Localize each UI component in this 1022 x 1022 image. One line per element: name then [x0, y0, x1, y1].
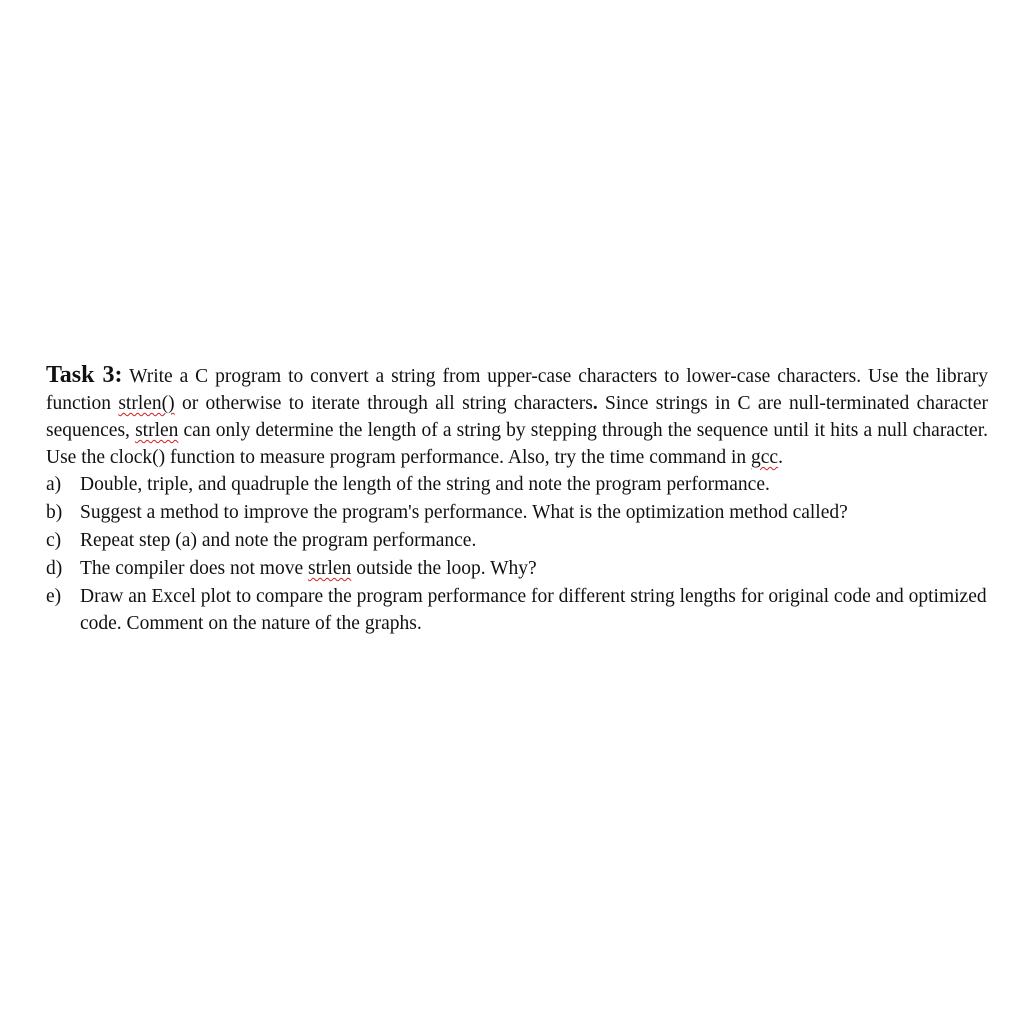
intro-end: .	[778, 447, 783, 468]
task-item-c	[46, 527, 988, 554]
task-item-a	[46, 471, 988, 498]
spellcheck-term-strlen: strlen	[307, 558, 352, 579]
spellcheck-term-strlen: strlen	[135, 420, 179, 441]
task-item-b	[46, 499, 988, 526]
intro-text-4: can only determine the length of a string by stepping through the sequence until it hits a null character. Use the clock() function to measure program performance. Also, try the time command in	[46, 420, 988, 468]
item-text-after: outside the loop. Why?	[351, 558, 537, 579]
item-marker: b)	[46, 502, 63, 523]
intro-bold-period: .	[592, 393, 598, 414]
item-text-before: The compiler does not move	[80, 558, 308, 579]
item-marker: d)	[46, 558, 63, 579]
item-marker: e)	[46, 586, 62, 607]
task-item-d	[46, 555, 988, 582]
task-document	[46, 362, 988, 638]
task-intro-paragraph	[46, 362, 988, 471]
item-text: Suggest a method to improve the program's performance. What is the optimization method called?	[80, 502, 848, 523]
task-item-list	[46, 471, 988, 637]
item-text: Double, triple, and quadruple the length of the string and note the program performance.	[80, 474, 770, 495]
intro-text-2: or otherwise to iterate through all string characters	[174, 393, 593, 414]
intro-text-3: Since strings in C are null-terminated character sequences,	[46, 393, 989, 441]
item-marker: c)	[46, 530, 62, 551]
item-text: Repeat step (a) and note the program performance.	[80, 530, 477, 551]
task-label: Task 3:	[46, 362, 123, 388]
spellcheck-term-gcc: gcc	[751, 447, 779, 468]
item-marker: a)	[46, 474, 62, 495]
item-text: Draw an Excel plot to compare the program performance for different string lengths for original code and optimized code. Comment on the nature of the graphs.	[80, 586, 987, 634]
task-item-e	[46, 583, 988, 637]
spellcheck-term-strlen-call: strlen()	[118, 393, 175, 414]
intro-text-1: Write a C program to convert a string from upper-case characters to lower-case characters. Use the library function	[46, 366, 988, 414]
